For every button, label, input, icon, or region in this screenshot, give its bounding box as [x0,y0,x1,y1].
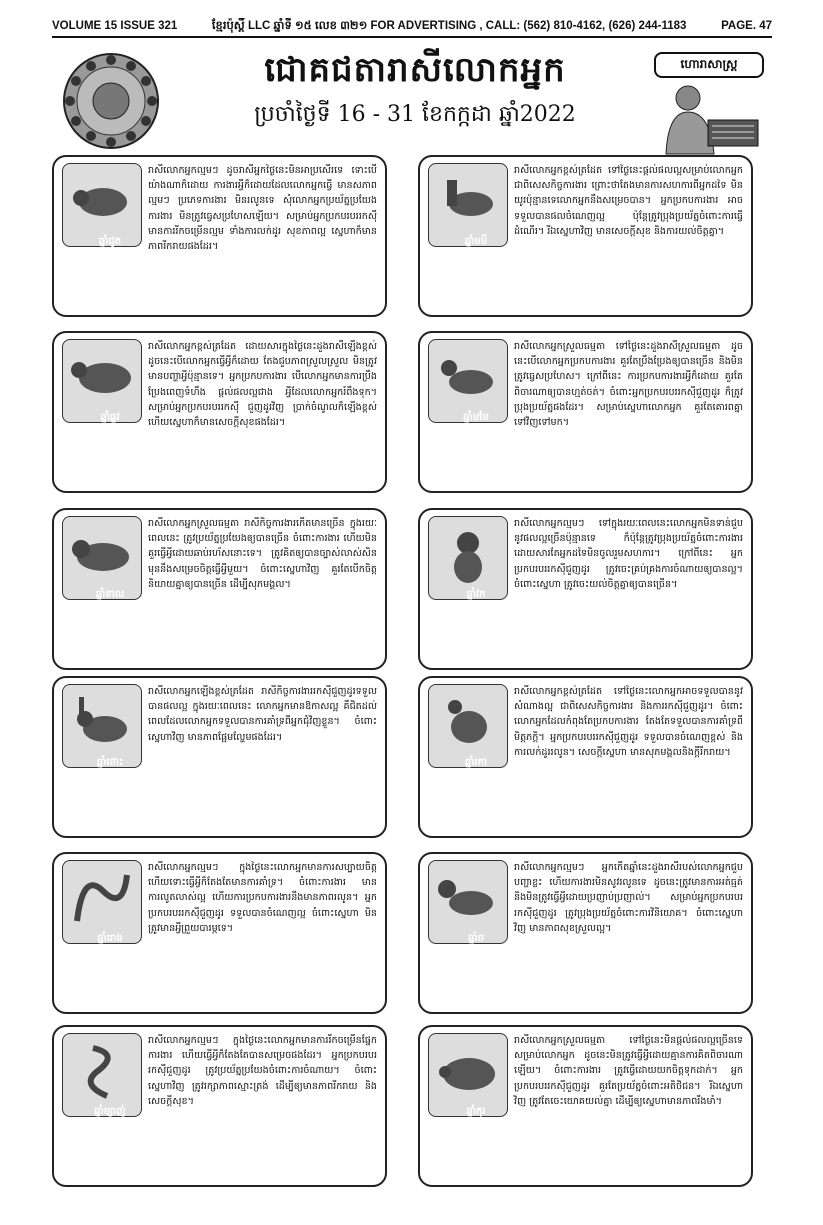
animal-label: ឆ្នាំម្សាញ់ [94,1106,126,1117]
horoscope-panel-snake [52,1025,387,1187]
horoscope-text: រាសីលោកអ្នកល្មមៗ ក្នុងថ្ងៃនេះលោកអ្នកមានការរីកចម្រើនផ្នែកការងារ ហើយធ្វើអ្វីក៏តែងតែបានសម្រេចផងដែរ។ អ្នកប្រកបរបររកស៊ីជួញដូរ ត្រូវប្រយ័ត្នប្រយែងចំពោះការចំណាយ។ ចំពោះស្នេហាវិញ ត្រូវរក្សាភាពស្មោះត្រង់ ដើម្បីឲ្យមានភាពរីករាយ និងសេចក្តីសុខ។ [148,1035,377,1107]
horoscope-text: រាសីលោកអ្នកស្រួលធម្មតា ទៅថ្ងៃនេះមិនផ្តល់ផលល្អច្រើនទេ សម្រាប់លោកអ្នក ដូចនេះមិនត្រូវធ្វើអ្វីដោយគ្មានការគិតពិចារណាឡើយ។ ចំពោះការងារ ត្រូវធ្វើដោយយកចិត្តទុកដាក់។ អ្នកប្រកបរបររកស៊ីជួញដូរ គួរតែប្រយ័ត្នចំពោះអតិថិជន។ រីឯស្នេហាវិញ ត្រូវតែចេះយោគយល់គ្នា ដើម្បីឲ្យស្នេហាមានភាពរឹងមាំ។ [514,1035,743,1107]
horoscope-text: រាសីលោកអ្នកខ្ពស់ត្រដែត ដោយសារក្នុងថ្ងៃនេះដួងរាសីឡើងខ្ពស់ ដូចនេះបើលោកអ្នកធ្វើអ្វីក៏ដោយ តែងជួបភាពស្រួលស្រួល មិនត្រូវមានបញ្ហាអ្វីប៉ុន្មានទេ។ អ្នកប្រកបការងារ បើលោកអ្នកមានការប្រឹងប្រែងពេញទំហឹង ផ្ដល់ផលល្អជាង អ្វីដែលលោកអ្នករំពឹងទុក។ សម្រាប់អ្នកប្រកបរបររកស៊ី ជួញដូរវិញ ប្រាក់ចំណូលក៏ឡើងខ្ពស់ ហើយស្នេហាក៏មានសេចក្តីសុខផងដែរ។ [148,341,377,429]
horoscope-panel-dog [418,852,753,1014]
animal-label: ឆ្នាំមមី [464,236,488,247]
horoscope-text: រាសីលោកអ្នកល្មមៗ ដូចរាសីអ្នកថ្ងៃនេះមិនអាប្រសើរទេ ទោះបើយ៉ាងណាក៏ដោយ ការងារអ្វីក៏ដោយដែលលោកអ្នកធ្វើ មានសភាពល្មមៗ ប្រភេទការងារ មិនរលូនទេ សុំលោកអ្នកប្រយ័ត្នប្រយែងការងារ មិនត្រូវធ្វេសប្រហែសឡើយ។ សម្រាប់អ្នកប្រកបរបររកស៊ី មានការរីកចម្រើនល្មម ទាំងការលក់ដូរ សុខភាពល្អ ស្នេហាក៏មានភាពរីករាយផងដែរ។ [148,165,377,253]
animal-label: ឆ្នាំរកា [464,757,488,768]
animal-label: ឆ្នាំមមែ [463,412,489,423]
animal-label: ឆ្នាំរោង [97,933,123,944]
horoscope-panel-tiger [52,508,387,670]
page-header [52,16,772,38]
horoscope-panel-ox [52,331,387,493]
horoscope-panel-dragon [52,852,387,1014]
publisher-advert-line: ខ្មែរប៉ុស្តិ៍ LLC ឆ្នាំទី ១៥ លេខ ៣២១ FOR ADVERTISING , CALL: (562) 810-4162, (626) 244-1183 [211,19,687,32]
animal-label: ឆ្នាំថោះ [96,757,124,768]
horoscope-text: រាសីលោកអ្នកល្មមៗ អ្នកកើតឆ្នាំនេះដួងរាសីរបស់លោកអ្នកជួបបញ្ហាខ្លះ ហើយការងារមិនសូវរលូនទេ ដូចនេះត្រូវមានការអត់ធ្មត់ និងមិនត្រូវធ្វើអ្វីដោយប្រញាប់ប្រញាល់។ សម្រាប់អ្នកប្រកបរបររកស៊ីជួញដូរ ត្រូវប្រុងប្រយ័ត្នចំពោះការវិនិយោគ។ ចំពោះស្នេហាវិញ មានភាពសុខស្រួលល្អ។ [514,862,743,934]
horoscope-text: រាសីលោកអ្នកល្មមៗ ក្នុងថ្ងៃនេះលោកអ្នកមានការសប្បាយចិត្ត ហើយទោះធ្វើអ្វីក៏តែងតែមានការគាំទ្រ។ ចំពោះការងារ មានការលូតលាស់ល្អ ហើយការប្រកបការងារនឹងមានភាពរលូន។ អ្នកប្រកបរបររកស៊ីជួញដូរ ទទួលបានចំណេញល្អ ចំពោះស្នេហា មិនត្រូវមានអ្វីព្រួយបារម្ភទេ។ [148,862,377,934]
horoscope-panel-rat [52,155,387,317]
horoscope-text: រាសីលោកអ្នកឡើងខ្ពស់ត្រដែត រាសីកិច្ចការងាររកស៊ីជួញដូរទទួលបានផលល្អ ក្នុងរយៈពេលនេះ លោកអ្នកមានឱកាសល្អ គឺជិតដល់ពេលដែលលោកអ្នកទទួលបានការគាំទ្រពីអ្នកជុំវិញខ្លួន។ ចំពោះស្នេហាវិញ មានភាពផ្អែមល្ហែមផងដែរ។ [148,686,377,743]
animal-label: ឆ្នាំខាល [95,589,125,600]
horoscope-text: រាសីលោកអ្នកស្រួលធម្មតា រាសីកិច្ចការងារកើតមានច្រើន ក្នុងរយៈពេលនេះ ត្រូវប្រយ័ត្នប្រយែងឲ្យបានច្រើន ចំពោះការងារ ហើយមិនគួរធ្វើអ្វីដោយឆាប់រហ័សនោះទេ។ ត្រូវគិតឲ្យបានច្បាស់លាស់សិនមុននឹងសម្រេចចិត្តធ្វើអ្វីមួយ។ ចំពោះស្នេហាវិញ គួរតែបើកចិត្តនិយាយគ្នាឲ្យបានច្រើន ដើម្បីសុភមង្គល។ [148,518,377,590]
zodiac-wheel-icon [62,52,160,150]
animal-label: ឆ្នាំច [468,933,484,944]
horoscope-panel-horse [418,155,753,317]
horoscope-panel-rooster [418,676,753,838]
horoscope-panel-monkey [418,508,753,670]
animal-label: ឆ្នាំឆ្លូវ [100,412,120,423]
horoscope-text: រាសីលោកអ្នកខ្ពស់ត្រដែត ទៅថ្ងៃនេះលោកអ្នកអាចទទួលបាននូវសំណាងល្អ ជាពិសេសកិច្ចការងារ និងការរកស៊ីជួញដូរ។ ចំពោះលោកអ្នកដែលកំពុងតែប្រកបការងារ តែងតែទទួលបានការគាំទ្រពីមិត្តភក្តិ។ អ្នកប្រកបរបររកស៊ីជួញដូរ ទទួលបានចំណេញខ្ពស់ និងការលក់ដូររលូន។ សេចក្តីស្នេហា មានសុភមង្គលនិងក្តីរីករាយ។ [514,686,743,758]
astrology-badge: ហោរាសាស្ត្រ [654,52,764,78]
horoscope-text: រាសីលោកអ្នកខ្ពស់ត្រដែត ទៅថ្ងៃនេះផ្តល់ផលល្អសម្រាប់លោកអ្នក ជាពិសេសកិច្ចការងារ ព្រោះថាតែងមានការសហការពីអ្នកដទៃ មិនយូរប៉ុន្មានទេលោកអ្នកនឹងសម្រេចបាន។ អ្នកប្រកបការងារ អាចទទួលបានផលចំណេញល្អ ប៉ុន្តែត្រូវប្រុងប្រយ័ត្នចំពោះការធ្វើដំណើរ។ រីឯស្នេហាវិញ មានសេចក្តីសុខ និងការយល់ចិត្តគ្នា។ [514,165,743,237]
animal-label: ឆ្នាំជូត [98,236,122,247]
page-title: ជោគជតារាសីលោកអ្នក [264,50,566,90]
page-number: PAGE. 47 [721,20,772,32]
animal-label: ឆ្នាំវក [466,589,486,600]
horoscope-text: រាសីលោកអ្នកល្មមៗ ទៅក្នុងរយៈពេលនេះលោកអ្នកមិនទាន់ជួបនូវផលល្អច្រើនប៉ុន្មានទេ ក៏ប៉ុន្តែត្រូវប្រុងប្រយ័ត្នចំពោះការងារ ដោយសារតែអ្នកដទៃមិនចូលរួមសហការ។ ក្រៅពីនេះ អ្នកប្រកបរបររកស៊ីជួញដូរ ត្រូវចេះគ្រប់គ្រងការចំណាយឲ្យបានល្អ។ ចំពោះស្នេហា ត្រូវចេះយល់ចិត្តគ្នាឲ្យបានច្រើន។ [514,518,743,590]
volume-issue: VOLUME 15 ISSUE 321 [52,20,178,32]
horoscope-panel-pig [418,1025,753,1187]
horoscope-panel-goat [418,331,753,493]
horoscope-panel-rabbit [52,676,387,838]
animal-label: ឆ្នាំកុរ [466,1106,486,1117]
date-range-subtitle: ប្រចាំថ្ងៃទី 16 - 31 ខែកក្កដា ឆ្នាំ2022 [254,102,576,127]
horoscope-text: រាសីលោកអ្នកស្រួលធម្មតា ទៅថ្ងៃនេះដួងរាសីស្រួលធម្មតា ដូចនេះបើលោកអ្នកប្រកបការងារ គួរតែប្រឹងប្រែងឲ្យបានច្រើន និងមិនត្រូវធ្វេសប្រហែស។ ក្រៅពីនេះ ការប្រកបការងារអ្វីក៏ដោយ គួរតែពិចារណាឲ្យបានហ្មត់ចត់។ ចំពោះអ្នកប្រកបរបររកស៊ីជួញដូរ ក៏ត្រូវប្រុងប្រយ័ត្នផងដែរ។ សម្រាប់ស្នេហាលោកអ្នក គួរតែគោរពគ្នាទៅវិញទៅមក។ [514,341,743,429]
